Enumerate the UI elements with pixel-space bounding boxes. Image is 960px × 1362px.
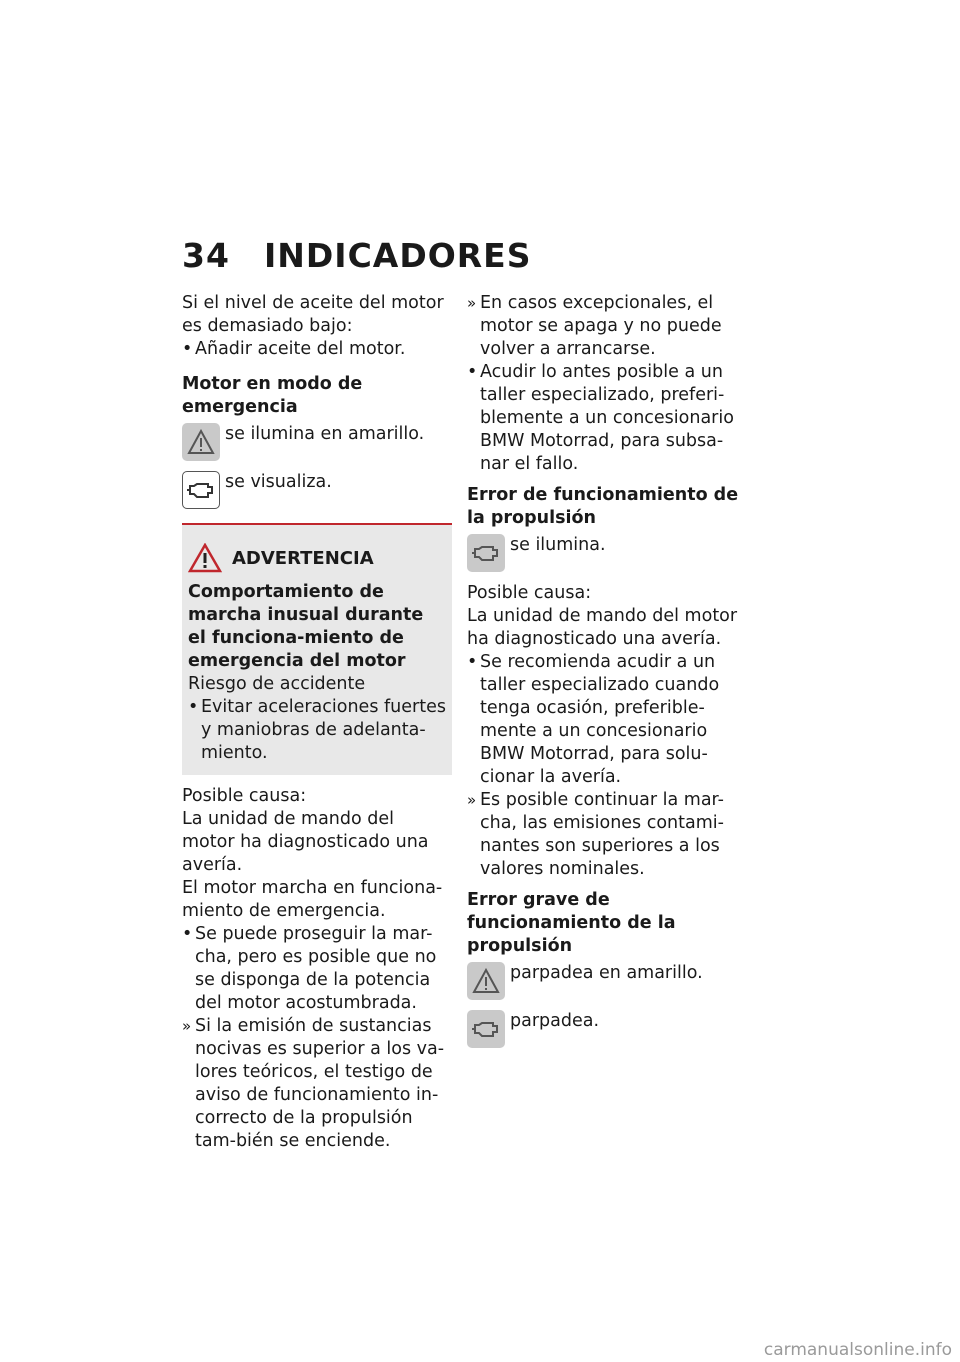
cause-text: La unidad de mando del motor ha diagnosticado una avería. — [182, 809, 429, 875]
warning-triangle-icon — [467, 962, 505, 1000]
list-item: • Se puede proseguir la mar-cha, pero es posible que no se disponga de la potencia del motor acostumbrada. — [182, 923, 452, 1015]
result-item: » En casos excepcionales, el motor se apaga y no puede volver a arrancarse. — [467, 292, 739, 361]
watermark: carmanualsonline.info — [763, 1340, 952, 1360]
indicator-row — [467, 962, 739, 1000]
page-number: 34 — [182, 236, 230, 275]
list-item: • Se recomienda acudir a un taller especializado cuando tenga ocasión, preferible-mente a un concesionario BMW Motorrad, para solu-cionar la avería. — [467, 651, 739, 789]
left-column — [182, 292, 452, 1153]
indicator-row — [182, 423, 452, 461]
list-item: • Acudir lo antes posible a un taller especializado, preferi-blemente a un concesionario BMW Motorrad, para subsa-nar el fallo. — [467, 361, 739, 476]
indicator-text: se ilumina. — [510, 535, 606, 555]
cause-label: Posible causa: — [182, 786, 307, 806]
engine-icon — [467, 534, 505, 572]
indicator-row — [467, 534, 739, 572]
result-item: » Es posible continuar la mar-cha, las emisiones contami-nantes son superiores a los valores nominales. — [467, 789, 739, 881]
indicator-text: se ilumina en amarillo. — [225, 424, 425, 444]
warning-box — [182, 523, 452, 775]
result-item: » Si la emisión de sustancias nocivas es superior a los va-lores teóricos, el testigo de aviso de funcionamiento in-correcto de la propulsión tam-bién se enciende. — [182, 1015, 452, 1153]
intro-text: Si el nivel de aceite del motor es demasiado bajo: — [182, 293, 444, 336]
cause-label: Posible causa: — [467, 583, 592, 603]
indicator-text: se visualiza. — [225, 472, 332, 492]
list-item: • Añadir aceite del motor. — [182, 338, 452, 361]
indicator-row — [182, 471, 452, 509]
page-title: INDICADORES — [264, 236, 532, 275]
engine-icon — [467, 1010, 505, 1048]
cause-text: El motor marcha en funciona-miento de emergencia. — [182, 878, 443, 921]
warning-risk: Riesgo de accidente — [188, 674, 366, 694]
indicator-text: parpadea en amarillo. — [510, 963, 703, 983]
section-heading: Motor en modo de emergencia — [182, 374, 363, 417]
warning-label: ADVERTENCIA — [232, 547, 374, 569]
section-heading: Error de funcionamiento de la propulsión — [467, 485, 739, 528]
warning-title: Comportamiento de marcha inusual durante el funciona-miento de emergencia del motor — [188, 582, 424, 671]
warning-bullet: • Evitar aceleraciones fuertes y maniobras de adelanta-miento. — [188, 696, 446, 765]
indicator-row — [467, 1010, 739, 1048]
page-header — [182, 236, 532, 275]
right-column — [467, 292, 739, 1058]
section-heading: Error grave de funcionamiento de la propulsión — [467, 890, 676, 956]
cause-text: La unidad de mando del motor ha diagnosticado una avería. — [467, 606, 738, 649]
indicator-text: parpadea. — [510, 1011, 600, 1031]
warning-triangle-icon — [188, 543, 222, 573]
engine-icon — [182, 471, 220, 509]
warning-triangle-icon — [182, 423, 220, 461]
warning-header — [188, 543, 446, 573]
